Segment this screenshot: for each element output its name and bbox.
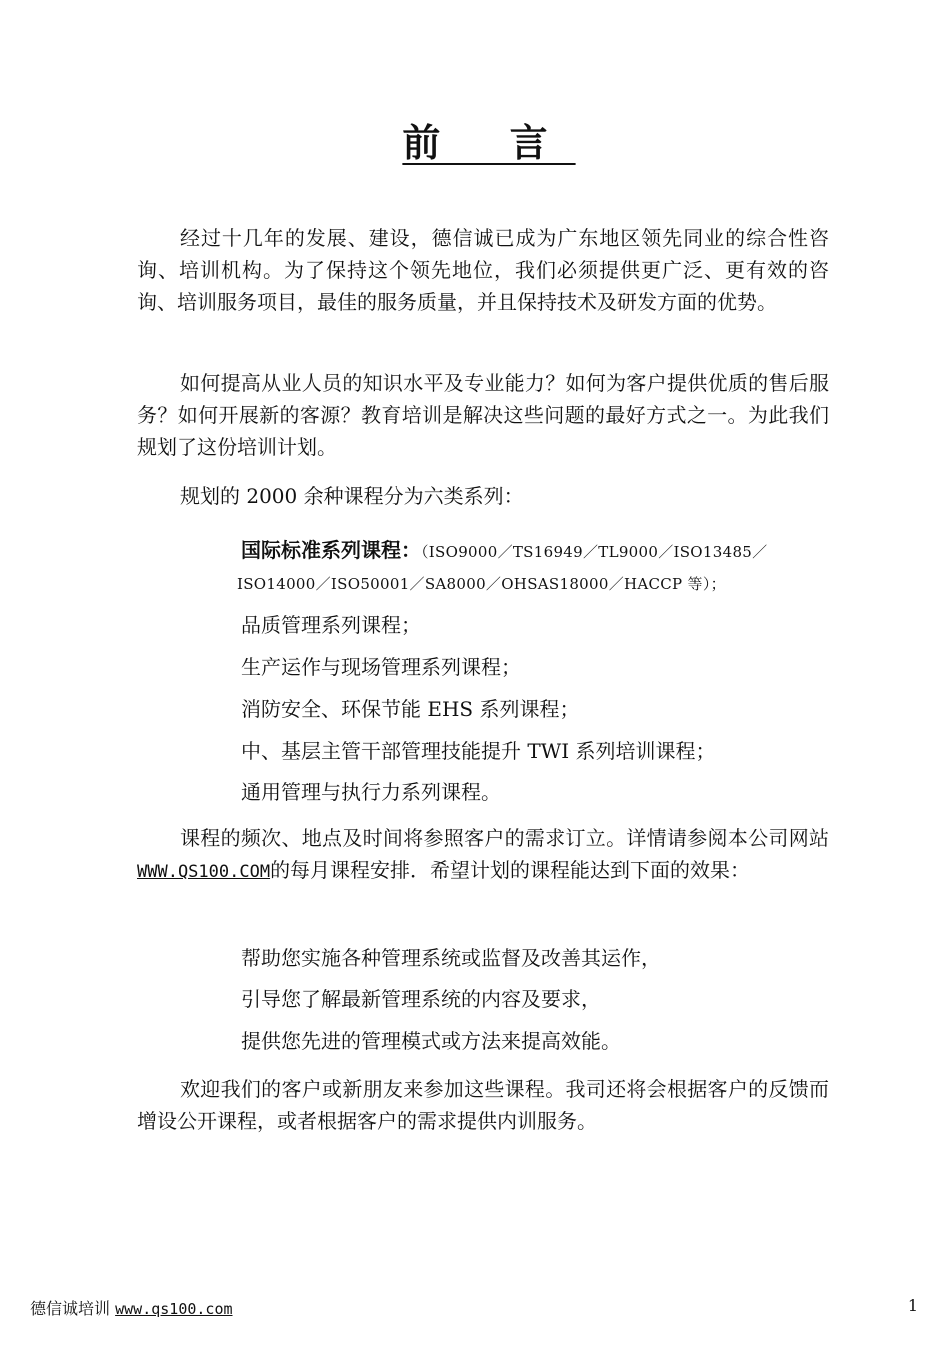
- schedule-text-before: 课程的频次、地点及时间将参照客户的需求订立。详情请参阅本公司网站: [180, 826, 829, 850]
- course-count-paragraph: 规划的 2000 余种课程分为六类系列：: [180, 484, 524, 508]
- schedule-text-after: 的每月课程安排．希望计划的课程能达到下面的效果：: [270, 858, 751, 882]
- course-item-general: 通用管理与执行力系列课程。: [241, 780, 501, 804]
- course-item-production: 生产运作与现场管理系列课程；: [241, 655, 521, 679]
- iso-course-detail-2: ISO14000／ISO50001／SA8000／OHSAS18000／HACCP 等）；: [237, 575, 726, 593]
- training-purpose-paragraph: 如何提高从业人员的知识水平及专业能力？如何为客户提供优质的售后服务？如何开展新的客源？教育培训是解决这些问题的最好方式之一。为此我们规划了这份培训计划。: [137, 371, 829, 459]
- course-item-quality: 品质管理系列课程；: [241, 613, 421, 637]
- footer-website-link[interactable]: www.qs100.com: [115, 1300, 233, 1318]
- intro-paragraph: 经过十几年的发展、建设，德信诚已成为广东地区领先同业的综合性咨询、培训机构。为了保持这个领先地位，我们必须提供更广泛、更有效的咨询、培训服务项目，最佳的服务质量，并且保持技术及研发方面的优势。: [137, 226, 829, 314]
- page-number: 1: [907, 1296, 918, 1315]
- course-item-twi: 中、基层主管干部管理技能提升 TWI 系列培训课程；: [241, 739, 716, 763]
- company-website-link[interactable]: WWW.QS100.COM: [137, 862, 271, 882]
- iso-course-detail-1: （ISO9000／TS16949／TL9000／ISO13485／: [421, 543, 768, 561]
- schedule-paragraph: [137, 822, 829, 888]
- page-title-text: 前 言: [402, 120, 576, 165]
- page-title: [0, 112, 950, 167]
- effect-item-1: 帮助您实施各种管理系统或监督及改善其运作，: [241, 946, 661, 970]
- closing-paragraph: 欢迎我们的客户或新朋友来参加这些课程。我司还将会根据客户的反馈而增设公开课程，或者根据客户的需求提供内训服务。: [137, 1077, 829, 1133]
- course-item-iso: [241, 536, 831, 566]
- course-item-iso-cont: [237, 568, 827, 598]
- effect-item-3: 提供您先进的管理模式或方法来提高效能。: [241, 1029, 621, 1053]
- effect-item-2: 引导您了解最新管理系统的内容及要求，: [241, 987, 601, 1011]
- course-item-ehs: 消防安全、环保节能 EHS 系列课程；: [241, 697, 580, 721]
- iso-course-label: 国际标准系列课程：: [241, 538, 421, 562]
- footer: [30, 1296, 233, 1319]
- footer-company: 德信诚培训: [30, 1299, 111, 1318]
